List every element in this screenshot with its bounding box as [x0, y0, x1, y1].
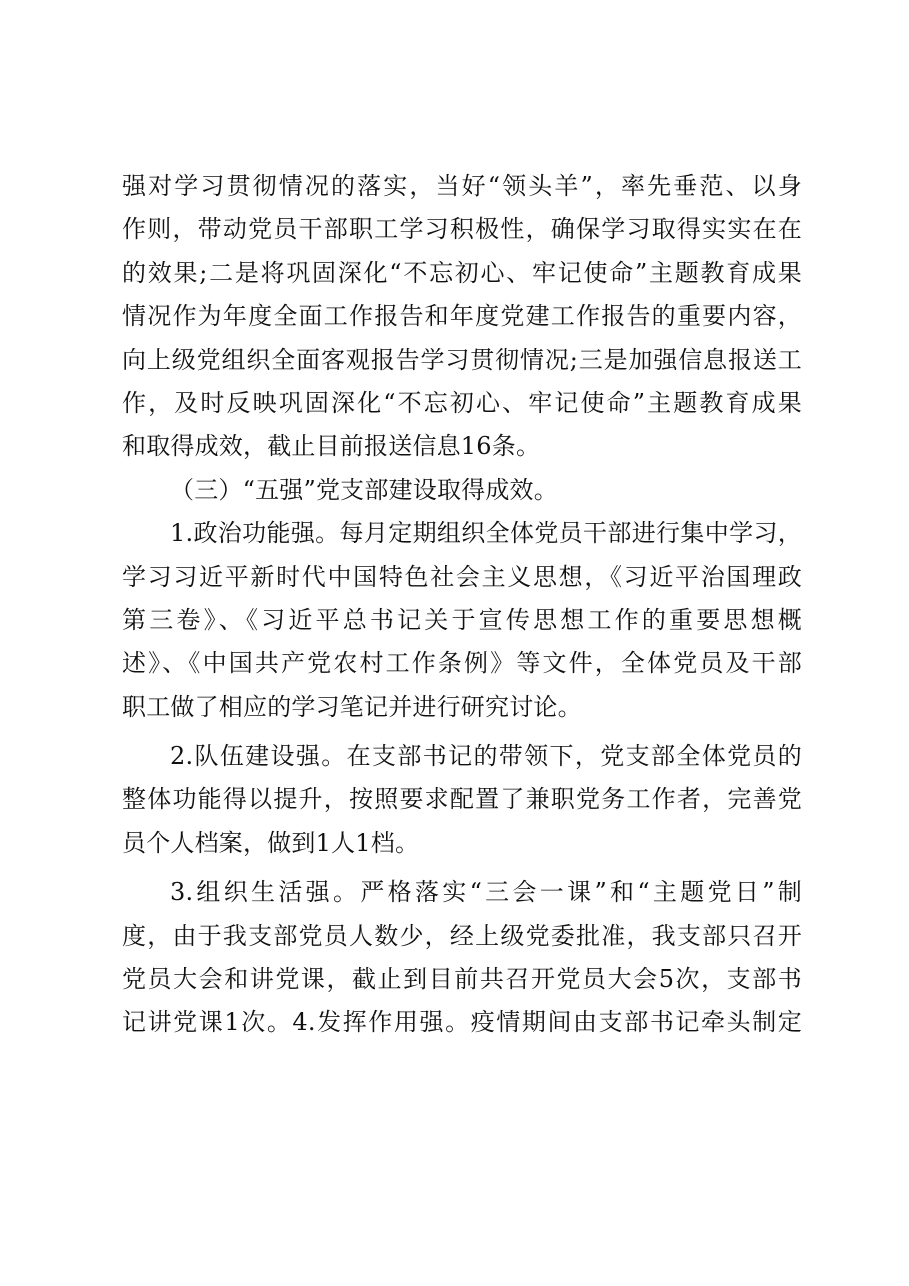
text-line: 第三卷》、《习近平总书记关于宣传思想工作的重要思想概 — [122, 605, 802, 634]
text-line: 记讲党课1次。4.发挥作用强。疫情期间由支部书记牵头制定 — [122, 1008, 802, 1037]
section-heading: （三）“五强”党支部建设取得成效。 — [170, 475, 558, 504]
text-line: 述》、《中国共产党农村工作条例》等文件，全体党员及干部 — [122, 649, 802, 678]
text-line: 党员大会和讲党课，截止到目前共召开党员大会5次，支部书 — [122, 965, 802, 994]
text-line: 作则，带动党员干部职工学习积极性，确保学习取得实实在在 — [122, 215, 802, 244]
paragraph-first-line: 2.队伍建设强。在支部书记的带领下，党支部全体党员的 — [170, 742, 802, 771]
text-line: 员个人档案，做到1人1档。 — [122, 828, 420, 857]
paragraph-first-line: 3.组织生活强。严格落实“三会一课”和“主题党日”制 — [170, 878, 802, 907]
document-body — [122, 167, 802, 1042]
text-line: 学习习近平新时代中国特色社会主义思想，《习近平治国理政 — [122, 562, 802, 591]
text-line: 度，由于我支部党员人数少，经上级党委批准，我支部只召开 — [122, 921, 802, 950]
text-line: 作，及时反映巩固深化“不忘初心、牢记使命”主题教育成果 — [122, 388, 802, 417]
text-line: 整体功能得以提升，按照要求配置了兼职党务工作者，完善党 — [122, 785, 802, 814]
text-line: 情况作为年度全面工作报告和年度党建工作报告的重要内容， — [122, 302, 802, 331]
text-line: 向上级党组织全面客观报告学习贯彻情况;三是加强信息报送工 — [122, 345, 802, 374]
text-line: 强对学习贯彻情况的落实，当好“领头羊”，率先垂范、以身 — [122, 172, 802, 200]
text-line: 和取得成效，截止目前报送信息16条。 — [122, 432, 541, 461]
text-line: 的效果;二是将巩固深化“不忘初心、牢记使命”主题教育成果 — [122, 258, 802, 287]
text-line: 职工做了相应的学习笔记并进行研究讨论。 — [122, 692, 582, 721]
paragraph-first-line: 1.政治功能强。每月定期组织全体党员干部进行集中学习， — [170, 519, 802, 548]
